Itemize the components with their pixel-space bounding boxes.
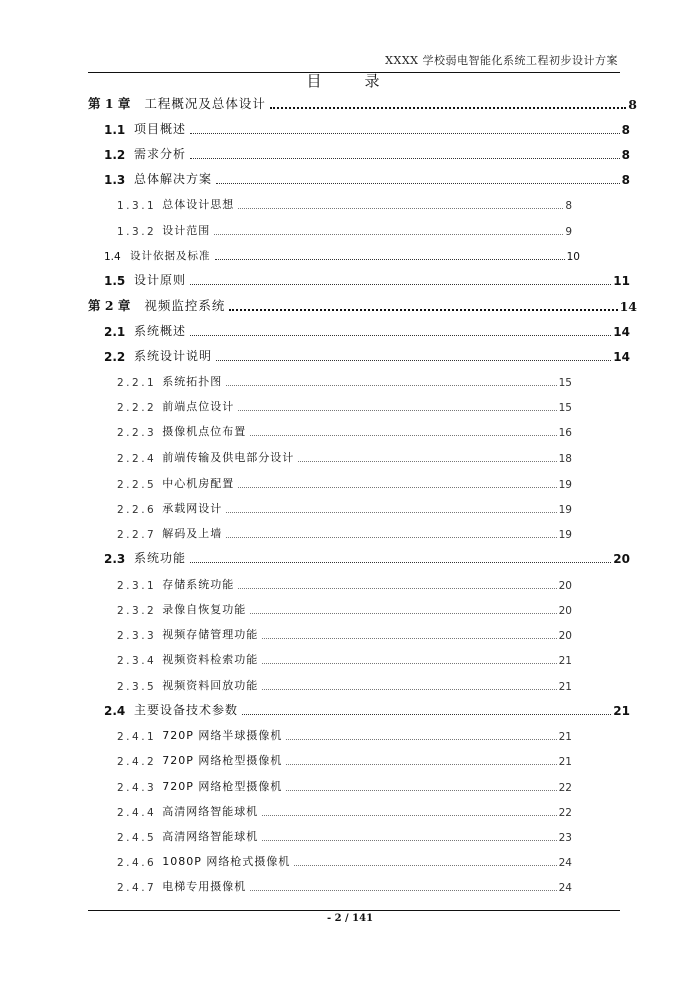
toc-entry-label [104, 248, 211, 263]
toc-leader-dots [226, 528, 556, 538]
toc-entry-page: 21 [613, 704, 630, 718]
toc-entry-page: 20 [558, 630, 572, 642]
toc-entry-label [117, 373, 222, 389]
toc-entry-title: 高清网络智能球机 [162, 805, 259, 818]
toc-entry-title: 1080P 网络枪式摄像机 [162, 855, 291, 868]
toc-entry-number: 2.3.3 [117, 630, 157, 642]
toc-entry-title: 设计范围 [162, 224, 211, 237]
toc-entry-page: 14 [613, 350, 630, 364]
toc-entry-number: 2.1 [104, 325, 126, 339]
toc-entry-number: 2.2.6 [117, 504, 157, 516]
toc-leader-dots [214, 225, 563, 235]
toc-entry-label [117, 626, 258, 642]
toc-leader-dots [262, 806, 556, 816]
toc-entry[interactable] [117, 599, 572, 617]
toc-entry-page: 24 [558, 882, 572, 894]
toc-leader-dots [262, 831, 556, 841]
toc-entry-number: 2.4.1 [117, 731, 157, 743]
toc-entry-number: 2.4.5 [117, 832, 157, 844]
toc-entry[interactable] [104, 346, 630, 364]
toc-entry[interactable] [104, 144, 630, 162]
toc-entry[interactable] [88, 296, 637, 314]
toc-entry[interactable] [117, 371, 572, 389]
toc-entry-page: 21 [558, 655, 572, 667]
toc-entry-page: 8 [565, 200, 572, 212]
toc-entry-label [117, 398, 234, 414]
toc-leader-dots [238, 401, 556, 411]
toc-entry-label [117, 576, 234, 592]
toc-leader-dots [190, 275, 611, 285]
toc-entry-number: 1.1 [104, 123, 126, 137]
toc-entry-title: 720P 网络枪型摄像机 [162, 780, 283, 793]
toc-entry-label [104, 549, 186, 566]
toc-leader-dots [270, 99, 626, 109]
toc-entry-label [117, 677, 258, 693]
toc-entry[interactable] [104, 548, 630, 566]
toc-entry-label [117, 778, 282, 794]
toc-leader-dots [262, 680, 556, 690]
toc-entry[interactable] [104, 119, 630, 137]
toc-entry-label [104, 120, 186, 137]
toc-entry-page: 20 [558, 605, 572, 617]
toc-entry-number: 2.4.4 [117, 807, 157, 819]
toc-entry-number: 2.3.5 [117, 681, 157, 693]
toc-leader-dots [250, 426, 556, 436]
toc-entry-number: 2.4.6 [117, 857, 157, 869]
toc-entry-title: 设计依据及标准 [130, 250, 211, 262]
toc-entry-label [117, 651, 258, 667]
toc-entry-title: 系统拓扑图 [162, 375, 223, 388]
toc-entry-label [104, 322, 186, 339]
footer-divider [88, 910, 620, 911]
toc-entry-number: 2.2 [104, 350, 126, 364]
toc-entry[interactable] [117, 776, 572, 794]
toc-entry[interactable] [117, 649, 572, 667]
toc-entry[interactable] [117, 801, 572, 819]
toc-entry[interactable] [104, 700, 630, 718]
toc-entry[interactable] [117, 675, 572, 693]
toc-leader-dots [216, 351, 611, 361]
toc-entry-number: 2.3.2 [117, 605, 157, 617]
toc-entry-label [117, 752, 282, 768]
toc-entry[interactable] [117, 498, 572, 516]
toc-entry-number: 2.3 [104, 552, 126, 566]
toc-entry-page: 14 [619, 299, 637, 314]
toc-entry[interactable] [104, 169, 630, 187]
toc-entry-number: 第 2 章 [88, 298, 131, 313]
toc-entry-label [117, 803, 258, 819]
toc-entry-number: 2.2.5 [117, 479, 157, 491]
toc-entry-title: 系统设计说明 [134, 349, 213, 363]
toc-entry-title: 前端传输及供电部分设计 [162, 451, 295, 464]
toc-entry-page: 24 [558, 857, 572, 869]
toc-entry-label [88, 94, 266, 112]
toc-title: 目 录 [306, 72, 394, 90]
toc-entry-title: 录像自恢复功能 [162, 603, 247, 616]
toc-entry-page: 23 [558, 832, 572, 844]
toc-entry-title: 高清网络智能球机 [162, 830, 259, 843]
toc-entry-title: 电梯专用摄像机 [162, 880, 247, 893]
toc-entry[interactable] [104, 270, 630, 288]
toc-entry[interactable] [117, 750, 572, 768]
toc-entry[interactable] [117, 421, 572, 439]
toc-entry-number: 1.3.1 [117, 200, 157, 212]
toc-entry-page: 18 [558, 453, 572, 465]
toc-leader-dots [190, 124, 620, 134]
toc-leader-dots [286, 730, 556, 740]
toc-entry-page: 21 [558, 681, 572, 693]
toc-entry-label [117, 525, 222, 541]
toc-entry-label [117, 500, 222, 516]
toc-entry[interactable] [117, 473, 572, 491]
toc-entry[interactable] [117, 396, 572, 414]
toc-entry[interactable] [117, 194, 572, 212]
toc-entry-page: 8 [628, 97, 637, 112]
toc-entry-number: 1.4 [104, 251, 121, 263]
toc-entry-label [117, 727, 282, 743]
toc-entry-label [117, 853, 290, 869]
toc-entry-title: 720P 网络半球摄像机 [162, 729, 283, 742]
toc-entry-label [117, 449, 294, 465]
toc-entry-label [104, 271, 186, 288]
toc-entry-label [88, 296, 225, 314]
toc-entry-page: 14 [613, 325, 630, 339]
toc-leader-dots [286, 755, 556, 765]
toc-entry-page: 8 [621, 148, 630, 162]
toc-entry-title: 系统概述 [134, 324, 187, 338]
toc-leader-dots [190, 149, 620, 159]
toc-leader-dots [250, 881, 556, 891]
toc-leader-dots [286, 781, 556, 791]
toc-entry-page: 10 [566, 251, 580, 263]
toc-entry[interactable] [104, 245, 580, 263]
toc-entry-page: 22 [558, 782, 572, 794]
toc-entry-label [104, 347, 212, 364]
toc-leader-dots [294, 856, 556, 866]
toc-leader-dots [190, 553, 611, 563]
toc-entry-number: 2.3.1 [117, 580, 157, 592]
toc-entry-page: 21 [558, 731, 572, 743]
toc-entry[interactable] [117, 523, 572, 541]
toc-entry[interactable] [117, 624, 572, 642]
toc-entry-title: 720P 网络枪型摄像机 [162, 754, 283, 767]
toc-entry-number: 2.2.7 [117, 529, 157, 541]
toc-entry[interactable] [117, 220, 572, 238]
toc-entry[interactable] [117, 851, 572, 869]
toc-leader-dots [190, 326, 611, 336]
toc-entry-page: 21 [558, 756, 572, 768]
toc-entry-title: 总体设计思想 [162, 198, 235, 211]
toc-leader-dots [238, 478, 556, 488]
toc-entry-label [117, 222, 210, 238]
toc-entry-page: 8 [621, 173, 630, 187]
toc-entry-title: 解码及上墙 [162, 527, 223, 540]
toc-entry[interactable] [117, 447, 572, 465]
toc-leader-dots [298, 452, 556, 462]
toc-leader-dots [215, 250, 565, 260]
toc-entry-title: 视频资料检索功能 [162, 653, 259, 666]
toc-leader-dots [226, 376, 556, 386]
toc-entry-title: 存储系统功能 [162, 578, 235, 591]
toc-entry-label [117, 601, 246, 617]
toc-entry-page: 20 [613, 552, 630, 566]
toc-entry-number: 2.3.4 [117, 655, 157, 667]
toc-entry[interactable] [104, 321, 630, 339]
toc-entry-label [117, 423, 246, 439]
toc-entry-page: 20 [558, 580, 572, 592]
toc-entry-title: 前端点位设计 [162, 400, 235, 413]
toc-entry-number: 2.4.7 [117, 882, 157, 894]
toc-entry-label [117, 878, 246, 894]
toc-leader-dots [229, 301, 617, 311]
toc-entry-number: 2.4 [104, 704, 126, 718]
toc-entry-page: 22 [558, 807, 572, 819]
toc-entry-title: 中心机房配置 [162, 477, 235, 490]
toc-entry-page: 9 [565, 226, 572, 238]
toc-leader-dots [242, 705, 611, 715]
toc-entry[interactable] [117, 876, 572, 894]
toc-leader-dots [238, 579, 556, 589]
toc-leader-dots [226, 503, 556, 513]
document-header-title: XXXX 学校弱电智能化系统工程初步设计方案 [385, 54, 618, 67]
toc-entry[interactable] [117, 826, 572, 844]
toc-entry-title: 主要设备技术参数 [134, 703, 239, 717]
toc-entry-title: 项目概述 [134, 122, 187, 136]
toc-entry-number: 2.4.3 [117, 782, 157, 794]
toc-entry-label [104, 145, 186, 162]
toc-entry-title: 工程概况及总体设计 [144, 96, 266, 111]
toc-entry-number: 1.3 [104, 173, 126, 187]
toc-entry-number: 1.5 [104, 274, 126, 288]
toc-entry-page: 16 [558, 427, 572, 439]
toc-entry-label [104, 170, 212, 187]
toc-entry-title: 总体解决方案 [134, 172, 213, 186]
toc-entry-page: 19 [558, 504, 572, 516]
toc-leader-dots [238, 199, 563, 209]
toc-entry-number: 1.2 [104, 148, 126, 162]
toc-entry-title: 系统功能 [134, 551, 187, 565]
toc-entry-label [104, 701, 238, 718]
toc-entry-title: 视频存储管理功能 [162, 628, 259, 641]
toc-entry-label [117, 196, 234, 212]
toc-leader-dots [262, 654, 556, 664]
page-number: - 2 / 141 [326, 913, 374, 924]
toc-entry[interactable] [88, 94, 637, 112]
toc-entry-number: 第 1 章 [88, 96, 131, 111]
toc-entry-number: 2.2.4 [117, 453, 157, 465]
toc-entry-page: 8 [621, 123, 630, 137]
toc-entry-number: 1.3.2 [117, 226, 157, 238]
toc-entry-page: 15 [558, 402, 572, 414]
toc-entry-title: 摄像机点位布置 [162, 425, 247, 438]
toc-entry-title: 承载网设计 [162, 502, 223, 515]
toc-entry-number: 2.2.1 [117, 377, 157, 389]
toc-leader-dots [262, 629, 556, 639]
toc-entry-label [117, 828, 258, 844]
toc-entry-number: 2.4.2 [117, 756, 157, 768]
toc-entry-label [117, 475, 234, 491]
toc-entry-title: 设计原则 [134, 273, 187, 287]
toc-entry-title: 视频资料回放功能 [162, 679, 259, 692]
toc-entry[interactable] [117, 574, 572, 592]
toc-entry-title: 需求分析 [134, 147, 187, 161]
toc-entry-page: 19 [558, 479, 572, 491]
toc-entry-title: 视频监控系统 [144, 298, 226, 313]
toc-leader-dots [250, 604, 556, 614]
toc-entry-number: 2.2.2 [117, 402, 157, 414]
toc-entry-page: 15 [558, 377, 572, 389]
toc-leader-dots [216, 174, 620, 184]
toc-entry-number: 2.2.3 [117, 427, 157, 439]
toc-entry[interactable] [117, 725, 572, 743]
toc-entry-page: 11 [613, 274, 630, 288]
toc-entry-page: 19 [558, 529, 572, 541]
